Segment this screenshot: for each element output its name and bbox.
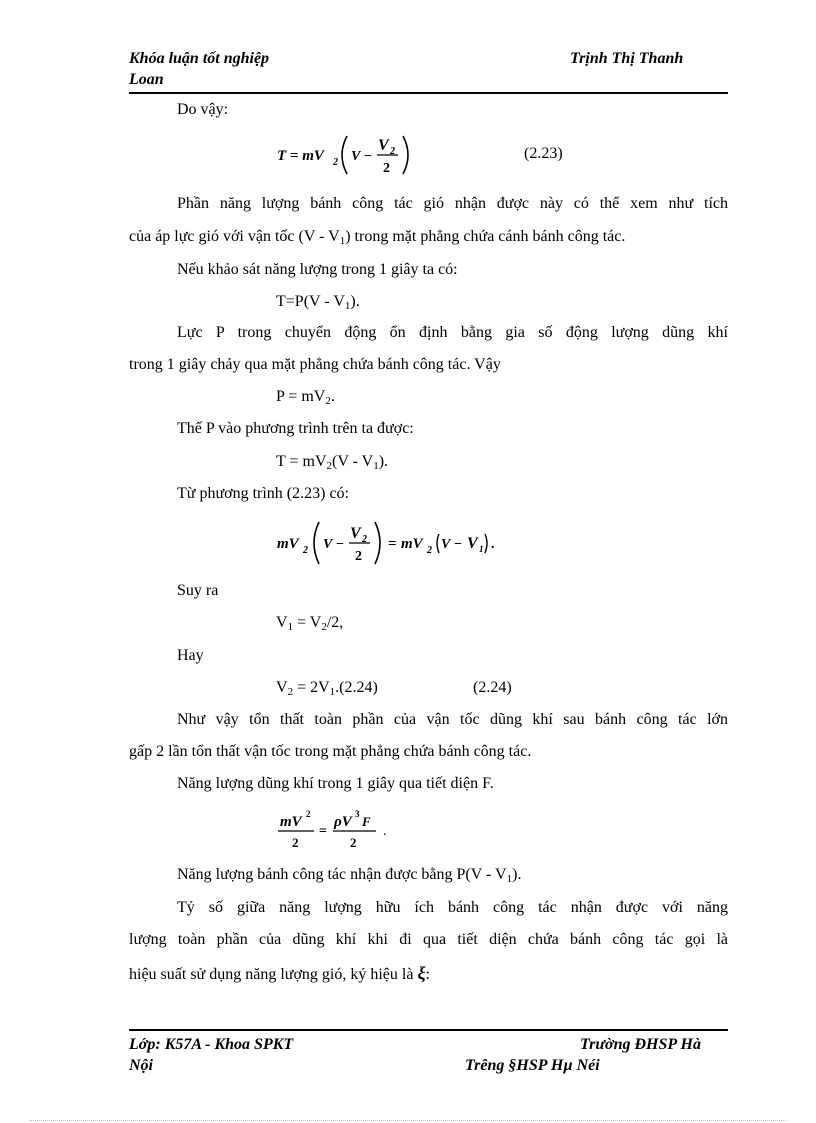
equation-p: $P = mV_2$.: [276, 388, 335, 407]
svg-text:2: 2: [362, 534, 367, 545]
paragraph-line: của áp lực gió với vận tốc $(V - V_1)$ trong mặt phẳng chứa cánh bánh công tác.: [129, 228, 626, 247]
paragraph-line: Như vậy tổn thất toàn phần của vận tốc dũng khí sau bánh công tác lớn: [177, 711, 728, 728]
svg-text:V −: V −: [323, 537, 345, 552]
svg-text:=: =: [319, 824, 327, 839]
svg-text:=: =: [388, 536, 397, 552]
footer-right-line1: Trường ĐHSP Hà: [580, 1036, 701, 1053]
svg-text:V −: V −: [441, 537, 463, 552]
paragraph-line: Từ phương trình (2.23) có:: [177, 485, 349, 502]
footer-left-line1: Lớp: K57A - Khoa SPKT: [129, 1036, 294, 1053]
svg-text:2: 2: [303, 545, 308, 556]
svg-text:2: 2: [427, 545, 432, 556]
footer-rule: [129, 1029, 728, 1031]
svg-text:.: .: [491, 537, 495, 552]
footer-right-line2: Trêng §HSP Hµ Néi: [465, 1057, 600, 1074]
svg-text:V: V: [350, 525, 361, 542]
paragraph-line: Năng lượng bánh công tác nhận được bằng $P(V - V_1)$.: [177, 866, 522, 885]
equation-v2: $V_2 = 2V_1.(2.24)$: [276, 679, 378, 698]
paragraph-line: Năng lượng dũng khí trong 1 giây qua tiết diện F.: [177, 775, 494, 792]
svg-text:V −: V −: [351, 149, 373, 164]
paragraph-line: Lực P trong chuyển động ổn định bằng gia số động lượng dũng khí: [177, 324, 728, 341]
header-left-line1: Khóa luận tốt nghiệp: [129, 50, 270, 67]
svg-text:2: 2: [333, 157, 338, 168]
svg-text:2: 2: [383, 161, 390, 176]
footer-left-line2: Nội: [129, 1057, 153, 1074]
svg-text:2: 2: [355, 549, 362, 564]
paragraph-line: Suy ra: [177, 582, 219, 599]
svg-text:mV: mV: [277, 536, 299, 552]
equation-energy: [276, 804, 406, 852]
paragraph-line: Tỷ số giữa năng lượng hữu ích bánh công tác nhận được với năng: [177, 899, 728, 916]
header-rule: [129, 92, 728, 94]
paragraph-line: lượng toàn phần của dũng khí khi đi qua tiết diện chứa bánh công tác gọi là: [129, 931, 728, 948]
svg-text:2: 2: [390, 146, 395, 157]
svg-text:2: 2: [292, 835, 299, 850]
paragraph-line: hiệu suất sử dụng năng lượng gió, ký hiệu là ξ:: [129, 963, 430, 983]
equation-label-2-24: (2.24): [473, 679, 512, 696]
svg-text:V: V: [378, 137, 389, 154]
equation-t-p: $T=P(V - V_1)$.: [276, 293, 360, 312]
xi-symbol: ξ: [417, 963, 426, 983]
paragraph-line: Hay: [177, 647, 204, 664]
paragraph-line: Phần năng lượng bánh công tác gió nhận được này có thể xem như tích: [177, 195, 728, 212]
svg-text:3: 3: [355, 809, 360, 819]
text-do-vay: Do vậy:: [177, 101, 229, 118]
header-left-line2: Loan: [129, 71, 164, 88]
svg-text:.: .: [383, 824, 387, 839]
equation-v1: $V_1 = V_2/2$,: [276, 614, 344, 633]
paragraph-line: Nếu khảo sát năng lượng trong 1 giây ta có:: [177, 261, 458, 278]
svg-text:2: 2: [350, 835, 357, 850]
svg-text:1: 1: [479, 544, 484, 554]
eq1-lhs: T = mV: [277, 148, 324, 164]
header-right: Trịnh Thị Thanh: [570, 50, 684, 67]
svg-text:mV: mV: [401, 536, 423, 552]
paragraph-line: trong 1 giây chảy qua mặt phẳng chứa bánh công tác. Vậy: [129, 356, 501, 373]
equation-2-23: [275, 128, 425, 178]
equation-t-mv2: $T = mV_2(V - V_1)$.: [276, 453, 389, 472]
svg-text:2: 2: [306, 809, 311, 819]
svg-text:V: V: [467, 535, 478, 552]
svg-text:F: F: [362, 814, 371, 829]
paragraph-line: gấp 2 lần tổn thất vận tốc trong mặt phẳng chứa bánh công tác.: [129, 743, 532, 760]
page-bottom-dotted-line: [30, 1120, 786, 1121]
equation-label-2-23: (2.23): [524, 145, 563, 162]
paragraph-line: Thế P vào phương trình trên ta được:: [177, 420, 414, 437]
svg-text:ρV: ρV: [334, 814, 352, 830]
equation-momentum: [275, 514, 505, 568]
svg-text:mV: mV: [280, 814, 302, 830]
